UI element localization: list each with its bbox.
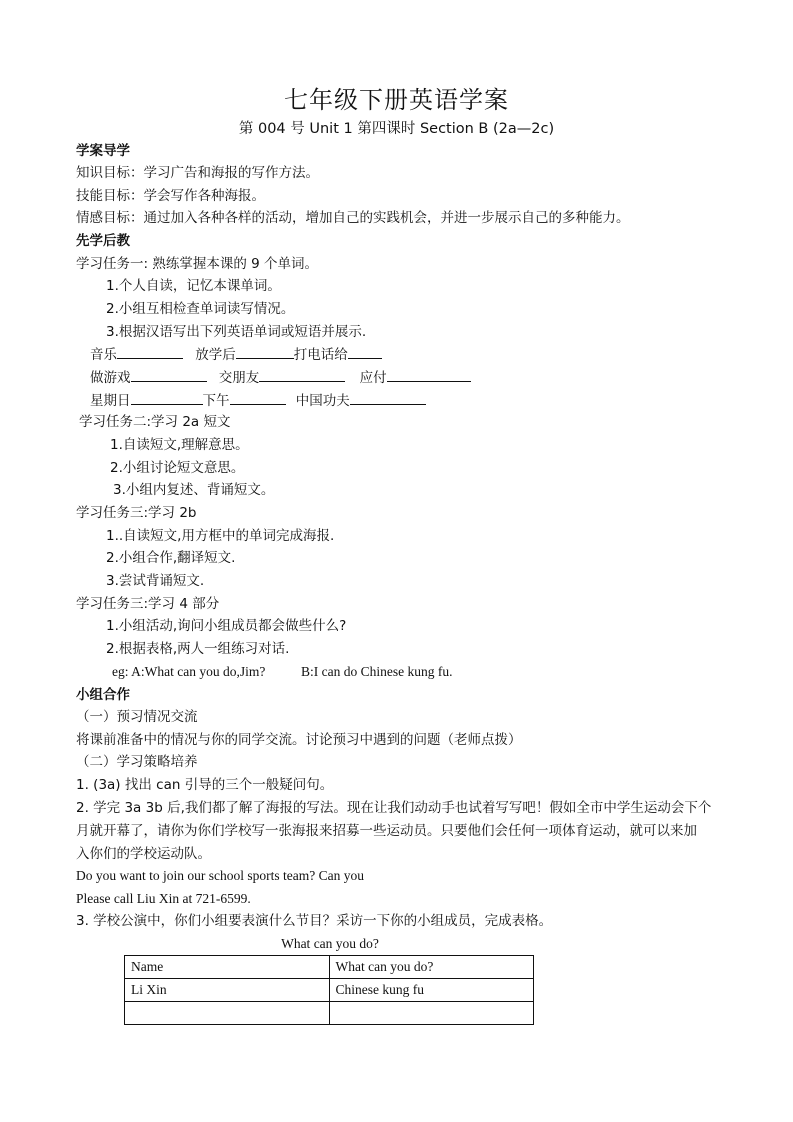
table-cell-ability: Chinese kung fu xyxy=(329,979,534,1002)
blank-music[interactable] xyxy=(117,345,183,359)
group-heading: 小组合作 xyxy=(76,687,130,703)
guide-line-skill: 技能目标：学会写作各种海报。 xyxy=(76,188,265,204)
blank-deal-with[interactable] xyxy=(387,368,471,382)
group-item-2-line3: 入你们的学校运动队。 xyxy=(76,846,211,862)
poster-line-2: Please call Liu Xin at 721-6599. xyxy=(76,891,251,906)
task2-step-3: 3.小组内复述、背诵短文。 xyxy=(113,482,275,498)
vocab-music: 音乐 xyxy=(90,347,117,363)
group-sub2: （二）学习策略培养 xyxy=(76,754,198,770)
task3-step-3: 3.尝试背诵短文. xyxy=(106,573,205,589)
vocab-sunday: 星期日 xyxy=(90,393,131,409)
guide-line-knowledge: 知识目标：学习广告和海报的写作方法。 xyxy=(76,165,319,181)
table-title: What can you do? xyxy=(281,936,379,951)
page-subtitle: 第 004 号 Unit 1 第四课时 Section B (2a—2c) xyxy=(238,121,555,137)
blank-call[interactable] xyxy=(348,345,382,359)
blank-make-friends[interactable] xyxy=(259,368,345,382)
guide-line-emotion: 情感目标：通过加入各种各样的活动，增加自己的实践机会，并进一步展示自己的多种能力。 xyxy=(76,210,630,226)
group-item-2-line1: 2. 学完 3a 3b 后,我们都了解了海报的写法。现在让我们动动手也试着写写吧！假如全市中学生运动会下个 xyxy=(76,800,712,816)
vocab-after-school: 放学后 xyxy=(195,347,236,363)
preview-heading: 先学后教 xyxy=(76,233,130,249)
guide-heading: 学案导学 xyxy=(76,143,130,159)
blank-kung-fu[interactable] xyxy=(350,391,426,405)
vocab-afternoon: 下午 xyxy=(202,393,230,409)
task3-step-1: 1..自读短文,用方框中的单词完成海报. xyxy=(106,528,335,544)
task1-step-3: 3.根据汉语写出下列英语单词或短语并展示. xyxy=(106,324,367,340)
group-sub1-text: 将课前准备中的情况与你的同学交流。讨论预习中遇到的问题（老师点拨） xyxy=(76,732,522,748)
blank-after-school[interactable] xyxy=(236,345,294,359)
example-dialogue-a: eg: A:What can you do,Jim? xyxy=(112,664,266,679)
task4-title: 学习任务三:学习 4 部分 xyxy=(76,596,220,612)
vocab-row-1 xyxy=(90,345,382,364)
vocab-call: 打电话给 xyxy=(293,347,348,363)
table-cell-name: Li Xin xyxy=(125,979,330,1002)
vocab-row-3 xyxy=(90,391,426,410)
task2-step-2: 2.小组讨论短文意思。 xyxy=(110,460,245,476)
table-header-name: Name xyxy=(125,956,330,979)
task3-title: 学习任务三:学习 2b xyxy=(76,505,197,521)
vocab-kung-fu: 中国功夫 xyxy=(295,393,350,409)
blank-sunday[interactable] xyxy=(131,391,203,405)
task1-step-2: 2.小组互相检查单词读写情况。 xyxy=(106,301,295,317)
blank-play-games[interactable] xyxy=(131,368,207,382)
table-header-row xyxy=(125,956,534,979)
vocab-play-games: 做游戏 xyxy=(90,370,131,386)
task1-title: 学习任务一: 熟练掌握本课的 9 个单词。 xyxy=(76,256,319,272)
task2-title: 学习任务二:学习 2a 短文 xyxy=(79,414,231,430)
table-cell-ability-empty[interactable] xyxy=(329,1002,534,1025)
blank-afternoon[interactable] xyxy=(230,391,286,405)
group-sub1: （一）预习情况交流 xyxy=(76,709,198,725)
poster-line-1: Do you want to join our school sports team? Can you xyxy=(76,868,364,883)
table-row xyxy=(125,979,534,1002)
task4-step-1: 1.小组活动,询问小组成员都会做些什么? xyxy=(106,618,347,634)
group-item-1: 1. (3a) 找出 can 引导的三个一般疑问句。 xyxy=(76,777,334,793)
table-cell-name-empty[interactable] xyxy=(125,1002,330,1025)
example-dialogue-b: B:I can do Chinese kung fu. xyxy=(301,664,453,679)
table-header-ability: What can you do? xyxy=(329,956,534,979)
group-item-2-line2: 月就开幕了，请你为你们学校写一张海报来招募一些运动员。只要他们会任何一项体育运动，就可以来加 xyxy=(76,823,697,839)
table-row xyxy=(125,1002,534,1025)
task1-step-1: 1.个人自读，记忆本课单词。 xyxy=(106,278,281,294)
task3-step-2: 2.小组合作,翻译短文. xyxy=(106,550,236,566)
vocab-deal-with: 应付 xyxy=(359,370,387,386)
interview-table xyxy=(124,955,534,1025)
task4-step-2: 2.根据表格,两人一组练习对话. xyxy=(106,641,290,657)
group-item-3: 3. 学校公演中，你们小组要表演什么节目？采访一下你的小组成员，完成表格。 xyxy=(76,913,553,929)
vocab-row-2 xyxy=(90,368,471,387)
task2-step-1: 1.自读短文,理解意思。 xyxy=(110,437,249,453)
vocab-make-friends: 交朋友 xyxy=(218,370,260,386)
page-title: 七年级下册英语学案 xyxy=(284,86,509,114)
